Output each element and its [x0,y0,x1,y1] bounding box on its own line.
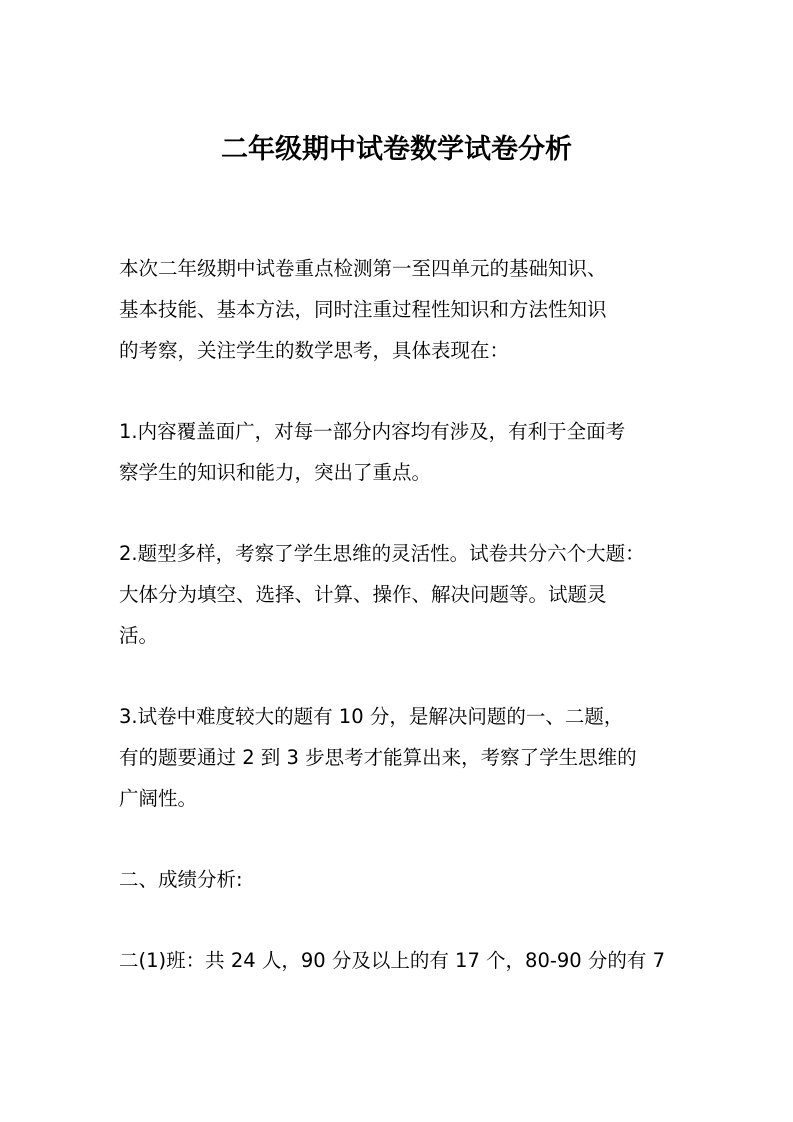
paragraph-intro [119,248,694,371]
paragraph-class-scores [119,940,694,981]
paragraph-point-2 [119,533,694,656]
text-line: 二(1)班：共 24 人，90 分及以上的有 17 个，80-90 分的有 7 [119,949,666,972]
text-line: 基本技能、基本方法，同时注重过程性知识和方法性知识 [119,298,607,321]
section-heading-score-analysis [119,859,694,900]
text-line: 的考察，关注学生的数学思考，具体表现在： [119,339,510,362]
text-line: 1.内容覆盖面广，对每一部分内容均有涉及，有利于全面考 [119,420,626,443]
text-line: 广阔性。 [119,787,198,810]
text-line: 活。 [119,624,159,647]
text-line: 2.题型多样，考察了学生思维的灵活性。试卷共分六个大题： [119,542,645,565]
document-body [119,248,694,1021]
text-line: 大体分为填空、选择、计算、操作、解决问题等。试题灵 [119,583,607,606]
paragraph-point-1 [119,411,694,493]
text-line: 本次二年级期中试卷重点检测第一至四单元的基础知识、 [119,257,607,280]
text-line: 二、成绩分析: [119,868,243,891]
text-line: 3.试卷中难度较大的题有 10 分，是解决问题的一、二题， [119,705,624,728]
text-line: 察学生的知识和能力，突出了重点。 [119,461,432,484]
text-line: 有的题要通过 2 到 3 步思考才能算出来，考察了学生思维的 [119,746,637,769]
document-title: 二年级期中试卷数学试卷分析 [221,134,572,165]
paragraph-point-3 [119,696,694,819]
